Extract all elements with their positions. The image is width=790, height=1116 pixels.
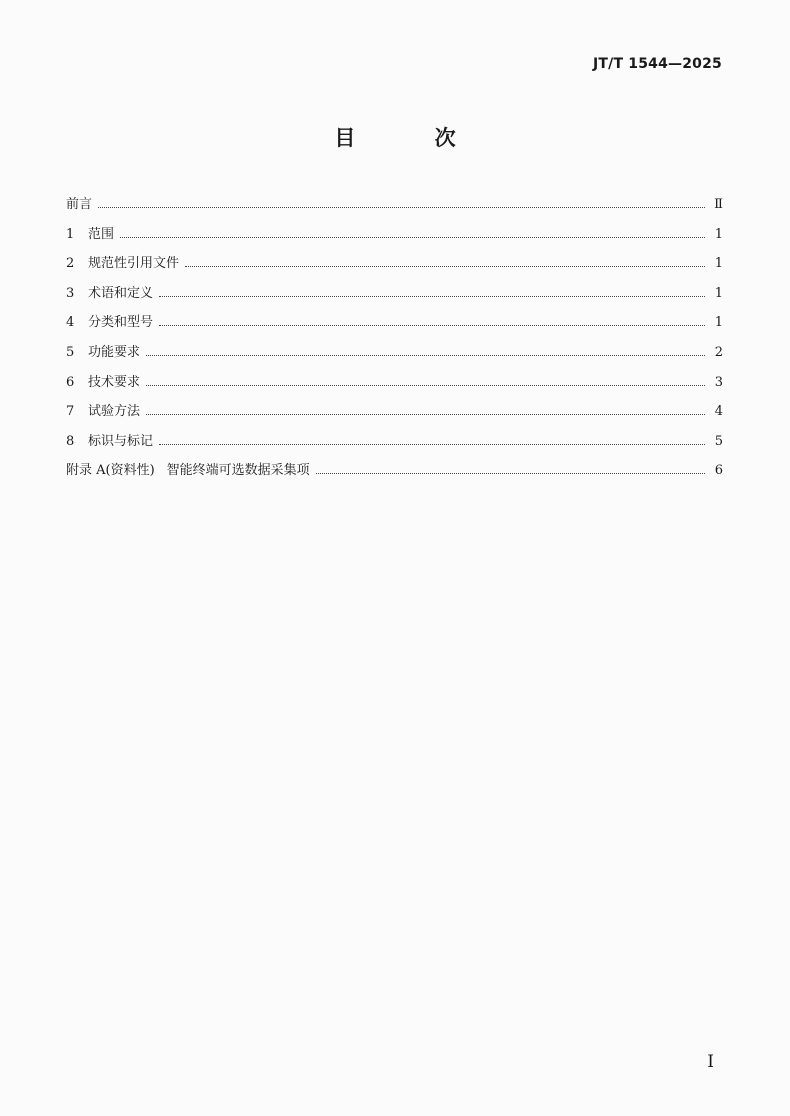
toc-entry-number: 1 (66, 226, 75, 242)
page-title: 目 次 (334, 126, 492, 150)
toc-entry-terms-definitions[interactable] (66, 279, 723, 309)
dot-leader (159, 296, 705, 297)
dot-leader (159, 444, 705, 445)
dot-leader (159, 325, 705, 326)
toc-entry-number: 6 (66, 374, 75, 390)
toc-entry-page: 1 (714, 226, 723, 242)
toc-entry-page: 6 (714, 463, 723, 479)
toc-entry-page: 1 (714, 315, 723, 331)
toc-entry-number: 5 (66, 344, 75, 360)
page-number: I (707, 1052, 714, 1072)
toc-entry-page: 1 (714, 285, 723, 301)
toc-entry-number: 7 (66, 404, 75, 420)
toc-entry-number: 4 (66, 315, 75, 331)
toc-entry-page: 5 (714, 433, 723, 449)
toc-entry-label: 术语和定义 (88, 285, 154, 301)
dot-leader (146, 414, 705, 415)
toc-entry-number: 8 (66, 433, 75, 449)
dot-leader (146, 385, 705, 386)
dot-leader (316, 473, 705, 474)
dot-leader (98, 207, 705, 208)
toc-entry-number: 2 (66, 256, 75, 272)
toc-entry-test-methods[interactable] (66, 397, 723, 427)
annex-designation: 附录 A(资料性) (66, 463, 155, 479)
annex-title: 智能终端可选数据采集项 (166, 463, 310, 479)
toc-entry-label: 范围 (88, 226, 115, 242)
toc-entry-classification[interactable] (66, 308, 723, 338)
standard-code: JT/T 1544—2025 (592, 56, 722, 72)
toc-entry-functional-requirements[interactable] (66, 338, 723, 368)
toc-entry-page: 1 (714, 256, 723, 272)
toc-entry-foreword[interactable] (66, 190, 723, 220)
toc-entry-technical-requirements[interactable] (66, 368, 723, 398)
toc-entry-label: 技术要求 (88, 374, 141, 390)
dot-leader (146, 355, 705, 356)
table-of-contents (66, 190, 723, 486)
toc-entry-label (66, 456, 316, 486)
toc-entry-normative-references[interactable] (66, 249, 723, 279)
toc-entry-page: 4 (714, 404, 723, 420)
toc-entry-label: 规范性引用文件 (88, 256, 180, 272)
toc-entry-label: 前言 (66, 197, 93, 212)
toc-entry-label: 标识与标记 (88, 433, 154, 449)
toc-entry-marking[interactable] (66, 427, 723, 457)
dot-leader (120, 237, 705, 238)
toc-entry-page: Ⅱ (714, 197, 723, 212)
toc-entry-number: 3 (66, 285, 75, 301)
toc-entry-label: 功能要求 (88, 344, 141, 360)
toc-entry-scope[interactable] (66, 220, 723, 250)
toc-entry-annex-a[interactable] (66, 456, 723, 486)
toc-entry-label: 分类和型号 (88, 315, 154, 331)
dot-leader (185, 266, 705, 267)
toc-entry-page: 3 (714, 374, 723, 390)
toc-entry-page: 2 (714, 344, 723, 360)
toc-entry-label: 试验方法 (88, 404, 141, 420)
